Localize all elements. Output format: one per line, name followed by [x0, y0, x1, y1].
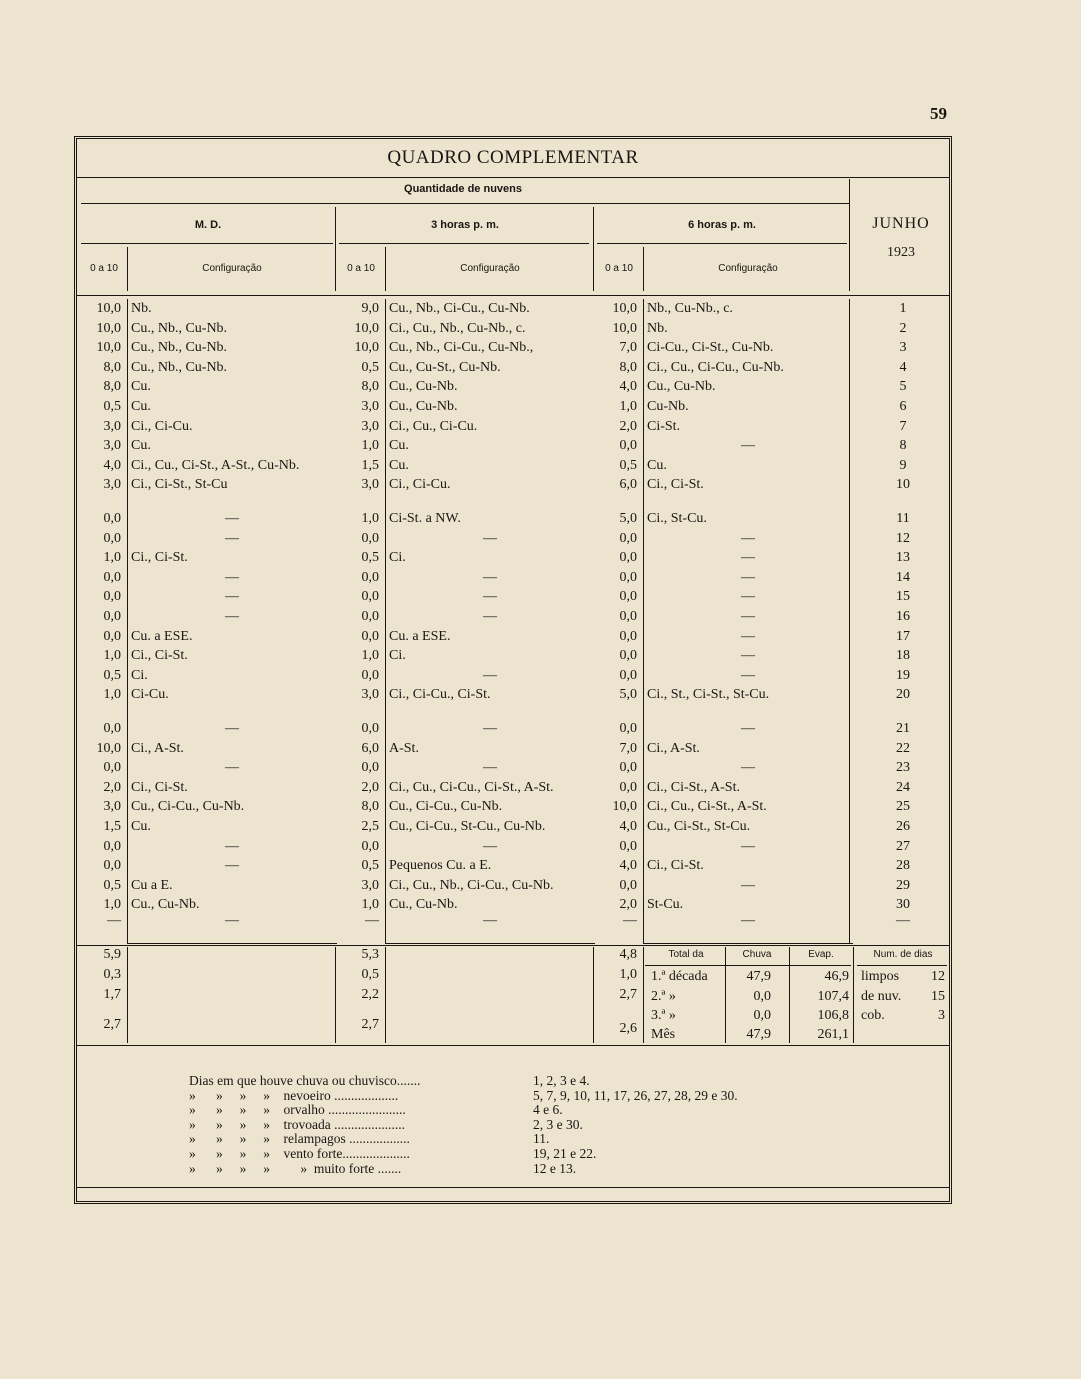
6h-config: — [741, 550, 755, 566]
day-number: 12 [896, 530, 910, 546]
3h-config: — [483, 760, 497, 776]
md-config: Ci., Cu., Ci-St., A-St., Cu-Nb. [131, 457, 300, 473]
md-config: Ci-Cu. [131, 687, 169, 703]
3h-config: — [483, 721, 497, 736]
6h-config: Ci., Cu., Ci-St., A-St. [647, 799, 767, 815]
3h-config: Ci., Ci-Cu. [389, 477, 451, 493]
col-md-amount: 0 a 10 [90, 263, 118, 274]
3h-amount: 3,0 [361, 399, 379, 414]
day-number: 27 [896, 838, 910, 854]
md-config: Cu. [131, 438, 151, 454]
3h-amount: 10,0 [354, 320, 379, 336]
3h-amount: 0,0 [361, 569, 379, 585]
md-amount: 10,0 [96, 340, 121, 356]
header-6h: 6 horas p. m. [688, 219, 756, 231]
6h-config: Cu., Ci-St., St-Cu. [647, 819, 751, 834]
3h-config: Ci., Cu., Ci-Cu. [389, 418, 478, 434]
3h-amount: 3,0 [361, 687, 379, 703]
day-number: 26 [896, 819, 910, 834]
md-amount: 1,0 [103, 550, 121, 566]
3h-amount: 0,5 [361, 359, 379, 375]
6h-config: Ci., A-St. [647, 740, 700, 756]
6h-amount: 0,0 [619, 589, 637, 605]
6h-config: — [741, 877, 755, 893]
md-amount: 4,0 [103, 457, 121, 473]
total-chuva: 47,9 [746, 1027, 771, 1042]
3h-amount: 1,5 [361, 457, 379, 473]
total-label: Mês [651, 1027, 676, 1042]
6h-amount: 2,0 [619, 418, 637, 434]
md-amount: 1,0 [103, 687, 121, 703]
3h-config: Ci., Cu., Nb., Cu-Nb., c. [389, 320, 526, 336]
3h-amount: — [365, 913, 379, 928]
day-number: 14 [896, 569, 910, 585]
3h-config: A-St. [389, 740, 419, 756]
md-amount: 0,0 [103, 530, 121, 546]
6h-config: Cu-Nb. [647, 399, 689, 414]
3h-config: Cu., Cu-Nb. [389, 897, 458, 913]
day-number: 16 [896, 609, 910, 624]
day-number: 21 [896, 721, 910, 736]
6h-amount: 0,0 [619, 877, 637, 893]
3h-config: Ci., Ci-Cu., Ci-St. [389, 687, 491, 703]
note-value: 5, 7, 9, 10, 11, 17, 26, 27, 28, 29 e 30. [533, 1087, 738, 1103]
3h-amount: 3,0 [361, 877, 379, 893]
3h-amount: 2,0 [361, 779, 379, 795]
3h-amount: 0,0 [361, 609, 379, 624]
day-number: 24 [896, 779, 910, 795]
md-config: Cu. [131, 399, 151, 414]
md-config: — [225, 589, 239, 605]
6h-config: St-Cu. [647, 897, 684, 913]
6h-config: Ci., Ci-St. [647, 477, 704, 493]
total-evap: 106,8 [817, 1008, 849, 1023]
md-config: Cu a E. [131, 877, 173, 893]
md-amount: 0,0 [103, 760, 121, 776]
day-number: 25 [896, 799, 910, 815]
6h-amount: 4,0 [619, 819, 637, 834]
6h-amount: 5,0 [619, 687, 637, 703]
md-summary: 2,7 [103, 1017, 121, 1032]
3h-amount: 0,5 [361, 550, 379, 566]
6h-config: Ci., Ci-St., A-St. [647, 779, 740, 795]
3h-config: — [483, 609, 497, 624]
6h-amount: 0,0 [619, 550, 637, 566]
page-number: 59 [930, 104, 947, 123]
3h-amount: 0,0 [361, 760, 379, 776]
6h-config: — [741, 838, 755, 854]
md-amount: 1,5 [103, 819, 121, 834]
3h-amount: 0,0 [361, 838, 379, 854]
6h-config: — [741, 648, 755, 664]
6h-config: — [741, 667, 755, 683]
3h-config: — [483, 913, 497, 928]
3h-config: — [483, 569, 497, 585]
6h-summary: 2,7 [619, 987, 637, 1002]
6h-amount: 10,0 [612, 320, 637, 336]
total-label: 1.ª década [651, 969, 708, 984]
dias-value: 3 [938, 1008, 945, 1023]
col-6h-config: Configuração [718, 263, 778, 274]
md-config: Ci., A-St. [131, 740, 184, 756]
total-evap: 46,9 [824, 969, 849, 984]
md-config: Cu., Nb., Cu-Nb. [131, 340, 228, 356]
note-value: 1, 2, 3 e 4. [533, 1073, 590, 1088]
total-da-label: Total da [668, 949, 704, 960]
6h-amount: 5,0 [619, 511, 637, 526]
note-value: 4 e 6. [533, 1102, 563, 1118]
6h-amount: 0,0 [619, 628, 637, 644]
md-config: — [225, 838, 239, 854]
total-label: 2.ª » [651, 989, 676, 1004]
md-amount: 8,0 [103, 359, 121, 375]
md-config: — [225, 569, 239, 585]
col-6h-amount: 0 a 10 [605, 263, 633, 274]
3h-amount: 8,0 [361, 379, 379, 395]
evap-label: Evap. [808, 949, 834, 960]
6h-config: — [741, 589, 755, 605]
6h-config: — [741, 913, 755, 928]
dias-value: 15 [931, 989, 945, 1004]
3h-config: Ci. [389, 550, 406, 566]
3h-config: — [483, 589, 497, 605]
md-config: Cu. a ESE. [131, 628, 193, 644]
6h-amount: 0,0 [619, 760, 637, 776]
6h-amount: 0,5 [619, 457, 637, 473]
3h-config: Cu. [389, 457, 409, 473]
md-amount: 0,0 [103, 511, 121, 526]
total-evap: 107,4 [817, 989, 849, 1004]
day-number: 4 [899, 359, 907, 375]
day-number: 17 [896, 628, 910, 644]
md-config: Ci., Ci-St. [131, 550, 188, 566]
md-config: Cu. [131, 819, 151, 834]
3h-amount: 1,0 [361, 438, 379, 454]
3h-config: — [483, 667, 497, 683]
md-config: Nb. [131, 301, 152, 316]
md-amount: 0,0 [103, 569, 121, 585]
6h-config: — [741, 721, 755, 736]
6h-config: — [741, 438, 755, 454]
3h-amount: 10,0 [354, 340, 379, 356]
3h-amount: 1,0 [361, 511, 379, 526]
md-amount: 0,0 [103, 628, 121, 644]
6h-config: Ci., St., Ci-St., St-Cu. [647, 687, 770, 703]
3h-config: — [483, 838, 497, 854]
dias-label: limpos [861, 969, 900, 984]
3h-config: Cu., Cu-Nb. [389, 379, 458, 395]
day-number: 15 [896, 589, 910, 605]
6h-config: Ci-St. [647, 418, 681, 434]
md-amount: 0,5 [103, 667, 121, 683]
note-label: » » » » relampagos .................. [189, 1131, 410, 1147]
6h-config: — [741, 609, 755, 624]
md-amount: 2,0 [103, 779, 121, 795]
md-amount: 0,0 [103, 858, 121, 874]
md-config: Ci., Ci-St. [131, 648, 188, 664]
total-evap: 261,1 [817, 1027, 849, 1042]
3h-config: Cu. a ESE. [389, 628, 451, 644]
day-number: 18 [896, 648, 910, 664]
6h-summary: 2,6 [619, 1021, 637, 1036]
col-3h-amount: 0 a 10 [347, 263, 375, 274]
day-number: 13 [896, 550, 910, 566]
day-number: 30 [896, 897, 910, 913]
day-number: 28 [896, 858, 910, 874]
md-config: Cu., Cu-Nb. [131, 897, 200, 913]
6h-config: Nb., Cu-Nb., c. [647, 301, 733, 316]
6h-amount: 0,0 [619, 569, 637, 585]
6h-amount: 0,0 [619, 779, 637, 795]
md-amount: 0,0 [103, 589, 121, 605]
total-chuva: 0,0 [753, 1008, 771, 1023]
col-md-config: Configuração [202, 263, 262, 274]
md-amount: 0,0 [103, 721, 121, 736]
3h-config: Pequenos Cu. a E. [389, 858, 492, 874]
3h-amount: 0,0 [361, 721, 379, 736]
note-label: » » » » orvalho ....................... [189, 1102, 406, 1118]
md-config: — [225, 530, 239, 546]
3h-summary: 0,5 [361, 967, 379, 982]
day-number: — [896, 913, 910, 928]
md-amount: 3,0 [103, 418, 121, 434]
total-label: 3.ª » [651, 1008, 676, 1023]
3h-config: Ci-St. a NW. [389, 511, 461, 526]
md-amount: 8,0 [103, 379, 121, 395]
md-config: — [225, 760, 239, 776]
md-config: — [225, 721, 239, 736]
note-value: 19, 21 e 22. [533, 1146, 597, 1161]
day-number: 5 [899, 379, 907, 395]
md-config: — [225, 511, 239, 526]
3h-amount: 1,0 [361, 897, 379, 913]
note-label: Dias em que houve chuva ou chuvisco....... [189, 1073, 421, 1088]
md-summary: 1,7 [103, 987, 121, 1002]
3h-summary: 5,3 [361, 947, 379, 962]
6h-config: Cu., Cu-Nb. [647, 379, 716, 395]
day-number: 20 [896, 687, 910, 703]
day-number: 3 [899, 340, 907, 356]
3h-config: Cu. [389, 438, 409, 454]
6h-summary: 1,0 [619, 967, 637, 982]
6h-amount: 6,0 [619, 477, 637, 493]
3h-config: Ci. [389, 648, 406, 664]
6h-config: Ci-Cu., Ci-St., Cu-Nb. [647, 340, 774, 356]
3h-amount: 0,0 [361, 589, 379, 605]
6h-config: Ci., Cu., Ci-Cu., Cu-Nb. [647, 359, 784, 375]
3h-config: Cu., Ci-Cu., St-Cu., Cu-Nb. [389, 819, 546, 834]
6h-amount: 0,0 [619, 609, 637, 624]
6h-amount: 7,0 [619, 740, 637, 756]
day-number: 1 [899, 301, 907, 316]
note-value: 12 e 13. [533, 1160, 577, 1176]
md-amount: 3,0 [103, 438, 121, 454]
6h-amount: 2,0 [619, 897, 637, 913]
6h-amount: 0,0 [619, 721, 637, 736]
6h-config: — [741, 760, 755, 776]
day-number: 10 [896, 477, 910, 493]
header-year: 1923 [887, 245, 915, 260]
day-number: 2 [899, 320, 907, 336]
note-value: 11. [533, 1131, 550, 1147]
6h-amount: 1,0 [619, 399, 637, 414]
day-number: 29 [896, 877, 910, 893]
dias-label: cob. [861, 1008, 885, 1023]
6h-amount: 0,0 [619, 667, 637, 683]
3h-amount: 8,0 [361, 799, 379, 815]
3h-config: Ci., Cu., Ci-Cu., Ci-St., A-St. [389, 779, 554, 795]
md-amount: 0,5 [103, 877, 121, 893]
6h-amount: 10,0 [612, 799, 637, 815]
md-config: Ci., Ci-St., St-Cu [131, 477, 228, 493]
dias-label: de nuv. [861, 989, 902, 1004]
3h-amount: 3,0 [361, 477, 379, 493]
3h-amount: 0,0 [361, 667, 379, 683]
md-amount: 0,5 [103, 399, 121, 414]
note-label: » » » » vento forte.................... [189, 1146, 410, 1161]
header-month: JUNHO [872, 215, 930, 232]
day-number: 23 [896, 760, 910, 776]
md-summary: 5,9 [103, 947, 121, 962]
page-title: QUADRO COMPLEMENTAR [387, 147, 639, 168]
md-config: Cu., Nb., Cu-Nb. [131, 359, 228, 375]
total-chuva: 47,9 [746, 969, 771, 984]
6h-amount: 0,0 [619, 438, 637, 454]
3h-summary: 2,7 [361, 1017, 379, 1032]
6h-amount: 0,0 [619, 648, 637, 664]
day-number: 9 [899, 457, 907, 473]
3h-config: Cu., Nb., Ci-Cu., Cu-Nb. [389, 301, 530, 316]
6h-config: — [741, 628, 755, 644]
6h-config: Ci., St-Cu. [647, 511, 707, 526]
3h-config: — [483, 530, 497, 546]
md-config: — [225, 858, 239, 874]
3h-config: Cu., Nb., Ci-Cu., Cu-Nb., [389, 340, 534, 356]
day-number: 8 [899, 438, 907, 454]
6h-config: Nb. [647, 320, 668, 336]
3h-amount: 0,0 [361, 628, 379, 644]
md-config: Ci., Ci-Cu. [131, 418, 193, 434]
3h-config: Cu., Ci-Cu., Cu-Nb. [389, 799, 503, 815]
6h-amount: — [623, 913, 637, 928]
md-config: Cu., Nb., Cu-Nb. [131, 320, 228, 336]
md-config: Ci., Ci-St. [131, 779, 188, 795]
6h-amount: 0,0 [619, 838, 637, 854]
day-number: 22 [896, 740, 910, 756]
6h-amount: 10,0 [612, 301, 637, 316]
header-md: M. D. [194, 219, 222, 231]
md-amount: 1,0 [103, 897, 121, 913]
total-chuva: 0,0 [753, 989, 771, 1004]
3h-config: Ci., Cu., Nb., Ci-Cu., Cu-Nb. [389, 877, 554, 893]
3h-amount: 6,0 [361, 740, 379, 756]
md-config: — [225, 609, 239, 624]
6h-amount: 0,0 [619, 530, 637, 546]
6h-config: — [741, 530, 755, 546]
3h-config: Cu., Cu-St., Cu-Nb. [389, 359, 501, 375]
3h-amount: 0,5 [361, 858, 379, 874]
md-config: — [225, 913, 239, 928]
6h-amount: 4,0 [619, 858, 637, 874]
3h-config: Cu., Cu-Nb. [389, 399, 458, 414]
md-summary: 0,3 [103, 967, 121, 982]
note-label: » » » » trovoada ..................... [189, 1116, 405, 1132]
note-label: » » » » nevoeiro ................... [189, 1087, 399, 1103]
3h-amount: 0,0 [361, 530, 379, 546]
md-amount: 3,0 [103, 799, 121, 815]
md-amount: 0,0 [103, 609, 121, 624]
table-frame [74, 136, 952, 1204]
md-config: Ci. [131, 667, 148, 683]
md-amount: 0,0 [103, 838, 121, 854]
3h-amount: 1,0 [361, 648, 379, 664]
6h-config: — [741, 569, 755, 585]
3h-amount: 3,0 [361, 418, 379, 434]
6h-summary: 4,8 [619, 947, 637, 962]
note-value: 2, 3 e 30. [533, 1116, 583, 1132]
md-config: Cu. [131, 379, 151, 395]
md-amount: 3,0 [103, 477, 121, 493]
md-config: Cu., Ci-Cu., Cu-Nb. [131, 799, 245, 815]
md-amount: 10,0 [96, 740, 121, 756]
6h-amount: 7,0 [619, 340, 637, 356]
3h-amount: 9,0 [361, 301, 379, 316]
day-number: 6 [899, 399, 907, 414]
6h-config: Ci., Ci-St. [647, 858, 704, 874]
md-amount: 1,0 [103, 648, 121, 664]
day-number: 7 [899, 418, 907, 434]
header-3h: 3 horas p. m. [431, 219, 499, 231]
col-3h-config: Configuração [460, 263, 520, 274]
6h-amount: 8,0 [619, 359, 637, 375]
dias-value: 12 [931, 969, 945, 984]
chuva-label: Chuva [742, 949, 772, 960]
6h-config: Cu. [647, 457, 667, 473]
note-label: » » » » » muito forte ....... [189, 1160, 402, 1176]
3h-amount: 2,5 [361, 819, 379, 834]
md-amount: — [107, 913, 121, 928]
header-quantidade: Quantidade de nuvens [404, 183, 522, 195]
num-dias-label: Num. de dias [873, 949, 933, 960]
day-number: 19 [896, 667, 910, 683]
md-amount: 10,0 [96, 320, 121, 336]
md-amount: 10,0 [96, 301, 121, 316]
3h-summary: 2,2 [361, 987, 379, 1002]
day-number: 11 [896, 511, 910, 526]
6h-amount: 4,0 [619, 379, 637, 395]
